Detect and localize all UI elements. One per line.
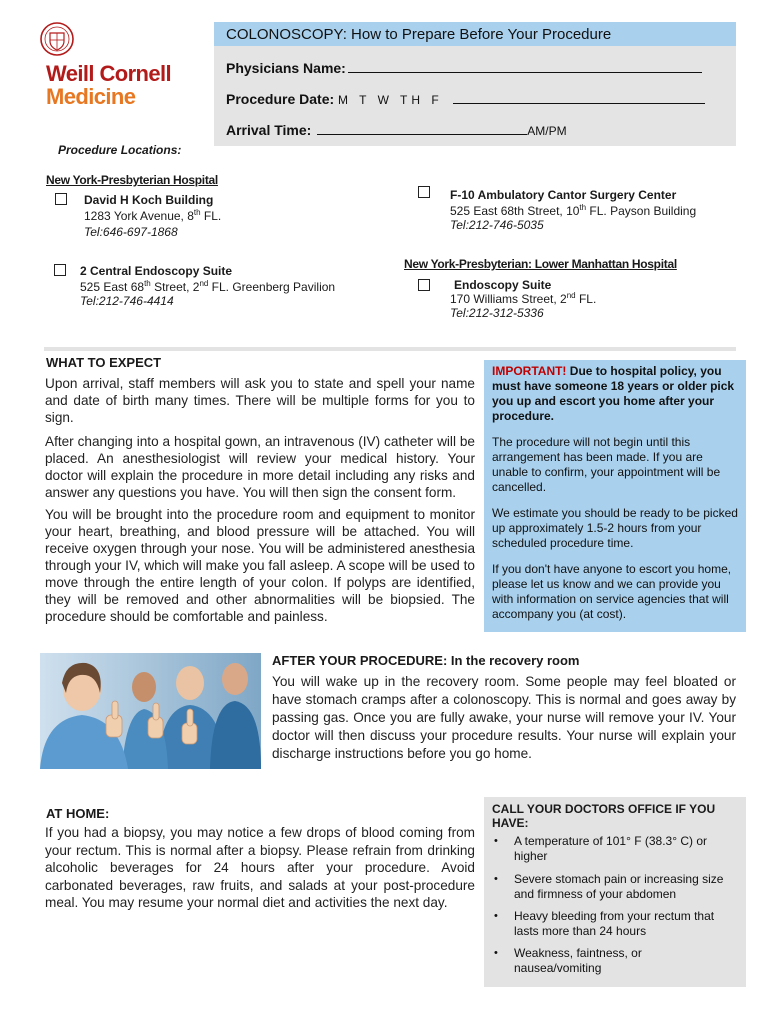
important-label: IMPORTANT! — [492, 364, 567, 378]
koch-building-phone: Tel:646-697-1868 — [84, 225, 178, 239]
koch-building-address: 1283 York Avenue, 8th FL. — [84, 208, 222, 223]
bullet-dot: • — [494, 910, 498, 922]
what-to-expect-title: WHAT TO EXPECT — [46, 355, 162, 370]
f10-cantor-phone: Tel:212-746-5035 — [450, 218, 544, 232]
after-procedure-title: AFTER YOUR PROCEDURE: In the recovery room — [272, 653, 580, 668]
central-endoscopy-phone: Tel:212-746-4414 — [80, 294, 174, 308]
arrival-time-suffix: AM/PM — [527, 124, 567, 138]
page-title: COLONOSCOPY: How to Prepare Before Your Procedure — [226, 26, 612, 43]
physician-name-row — [226, 60, 702, 76]
section-divider — [44, 347, 736, 351]
procedure-date-label: Procedure Date: — [226, 91, 335, 107]
physician-name-field[interactable] — [348, 60, 702, 73]
at-home-body: If you had a biopsy, you may notice a few drops of blood coming from your rectum. This is normal after a biopsy. Please refrain from drinking alcoholic beverages for 24 hours after your procedure. Avoid carbonated beverages, raw fruits, and salads at your post-procedure meal. You may resume your normal diet and activities the next day. — [45, 825, 475, 910]
call-item-fever: A temperature of 101° F (38.3° C) or higher — [514, 834, 708, 863]
expect-paragraph-3: You will be brought into the procedure room and equipment to monitor your heart, breathing, and blood pressure will be attached. You will receive oxygen through your nose. You will be administered anesthesia through your IV, which will make you fall asleep. A scope will be used to move through the entire length of your colon. If polyps are identified, they will be removed and other abnormalities will be biopsied. The procedure should be comfortable and painless. — [45, 507, 475, 624]
at-home-title: AT HOME: — [46, 806, 110, 821]
cornell-seal-icon — [40, 22, 74, 56]
lower-endoscopy-name: Endoscopy Suite — [454, 278, 552, 292]
arrival-time-row — [226, 122, 567, 138]
important-paragraph-2: The procedure will not begin until this arrangement has been made. If you are unable to confirm, your appointment will be cancelled. — [492, 435, 721, 494]
lower-endoscopy-phone: Tel:212-312-5336 — [450, 306, 544, 320]
call-item-weakness: Weakness, faintness, or nausea/vomiting — [514, 946, 642, 975]
call-item-stomach-pain: Severe stomach pain or increasing size and firmness of your abdomen — [514, 872, 724, 901]
weill-cornell-medicine-logo — [46, 62, 196, 108]
koch-building-name: David H Koch Building — [84, 193, 214, 207]
bullet-dot: • — [494, 947, 498, 959]
call-doctor-title: CALL YOUR DOCTORS OFFICE IF YOU HAVE: — [492, 802, 716, 830]
lower-endoscopy-address: 170 Williams Street, 2nd FL. — [450, 291, 597, 306]
important-paragraph-1: IMPORTANT! Due to hospital policy, you must have someone 18 years or older pick you up and escort you home after your procedure. — [492, 364, 735, 423]
arrival-time-label: Arrival Time: — [226, 122, 312, 138]
procedure-locations-heading: Procedure Locations: — [58, 143, 182, 157]
medical-staff-thumbs-up-photo — [40, 653, 261, 769]
call-item-bleeding: Heavy bleeding from your rectum that lasts more than 24 hours — [514, 909, 715, 938]
expect-paragraph-1: Upon arrival, staff members will ask you to state and spell your name and date of birth many times. There will be multiple forms for you to sign. — [45, 376, 475, 425]
f10-cantor-address: 525 East 68th Street, 10th FL. Payson Building — [450, 203, 697, 218]
nyp-hospital-title: New York-Presbyterian Hospital — [46, 173, 218, 187]
procedure-days: M T W TH F — [338, 93, 443, 107]
procedure-date-field[interactable] — [453, 91, 705, 104]
bullet-dot: • — [494, 835, 498, 847]
lower-manhattan-title: New York-Presbyterian: Lower Manhattan Hospital — [404, 257, 677, 271]
logo-line-2: Medicine — [46, 84, 136, 109]
physician-name-label: Physicians Name: — [226, 60, 346, 76]
logo-line-1: Weill Cornell — [46, 61, 172, 86]
after-procedure-body: You will wake up in the recovery room. Some people may feel bloated or have stomach cramps after a colonoscopy. This is normal and goes away by passing gas. Once you are fully awake, your nurse will remove your IV. Your doctor will then discuss your procedure results. Your nurse will explain your discharge instructions before you go home. — [272, 674, 736, 761]
expect-paragraph-2: After changing into a hospital gown, an intravenous (IV) catheter will be placed. An anesthesiologist will review your medical history. Your doctor will explain the procedure in more detail including any risks and answer any questions you have. You will then sign the consent form. — [45, 434, 475, 500]
central-endoscopy-checkbox[interactable] — [54, 264, 66, 276]
koch-building-checkbox[interactable] — [55, 193, 67, 205]
f10-cantor-name: F-10 Ambulatory Cantor Surgery Center — [450, 188, 677, 202]
important-paragraph-4: If you don't have anyone to escort you home, please let us know and we can provide you with information on service agencies that will accompany you (at cost). — [492, 562, 732, 621]
central-endoscopy-address: 525 East 68th Street, 2nd FL. Greenberg Pavilion — [80, 279, 336, 294]
arrival-time-field[interactable] — [317, 122, 527, 135]
central-endoscopy-name: 2 Central Endoscopy Suite — [80, 264, 233, 278]
lower-endoscopy-checkbox[interactable] — [418, 279, 430, 291]
f10-cantor-checkbox[interactable] — [418, 186, 430, 198]
procedure-date-row — [226, 91, 705, 107]
important-paragraph-3: We estimate you should be ready to be picked up approximately 1.5-2 hours from your scheduled procedure time. — [492, 506, 738, 550]
bullet-dot: • — [494, 873, 498, 885]
